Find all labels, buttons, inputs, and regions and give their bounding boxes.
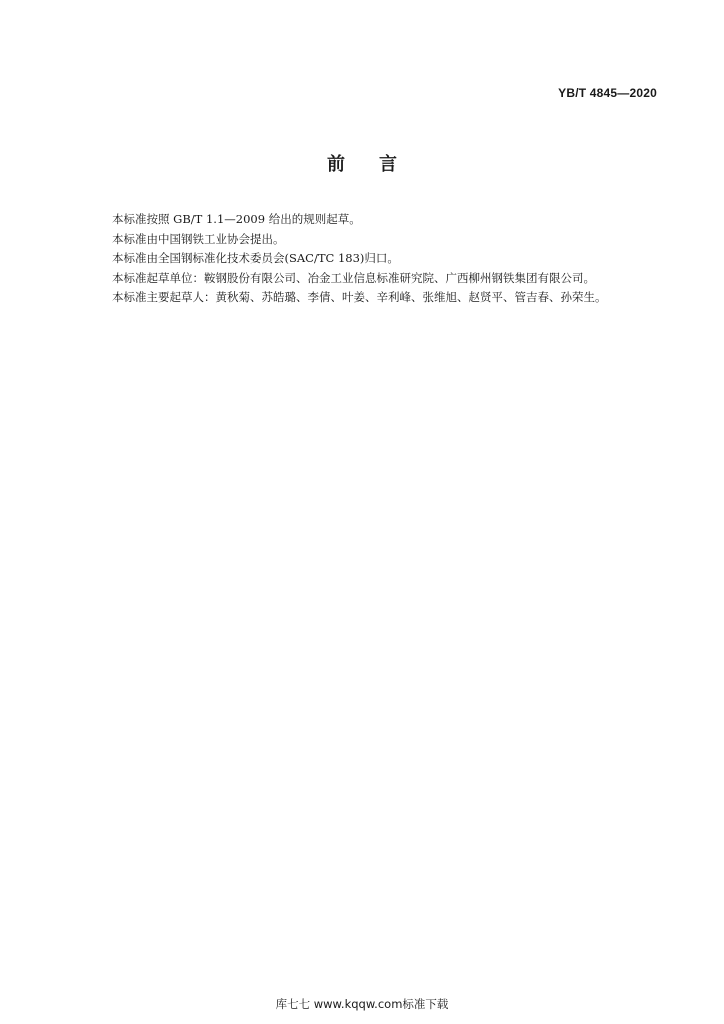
foreword-body [112,210,672,308]
paragraph-proposer: 本标准由中国钢铁工业协会提出。 [112,231,285,246]
paragraph-drafting-units: 本标准起草单位：鞍钢股份有限公司、冶金工业信息标准研究院、广西柳州钢铁集团有限公司。 [112,270,595,285]
paragraph-drafting-rules: 本标准按照 GB/T 1.1—2009 给出的规则起草。 [112,212,361,226]
standard-code: YB/T 4845—2020 [558,86,657,100]
page-title: 前言 [327,154,431,175]
paragraph-drafters: 本标准主要起草人：黄秋菊、苏皓璐、李倩、叶姜、辛利峰、张维旭、赵贤平、管吉春、孙荣生。 [112,290,607,304]
footer-watermark: 库七七 www.kqqw.com标准下载 [275,997,449,1011]
paragraph-jurisdiction: 本标准由全国钢标准化技术委员会(SAC/TC 183)归口。 [112,251,399,265]
